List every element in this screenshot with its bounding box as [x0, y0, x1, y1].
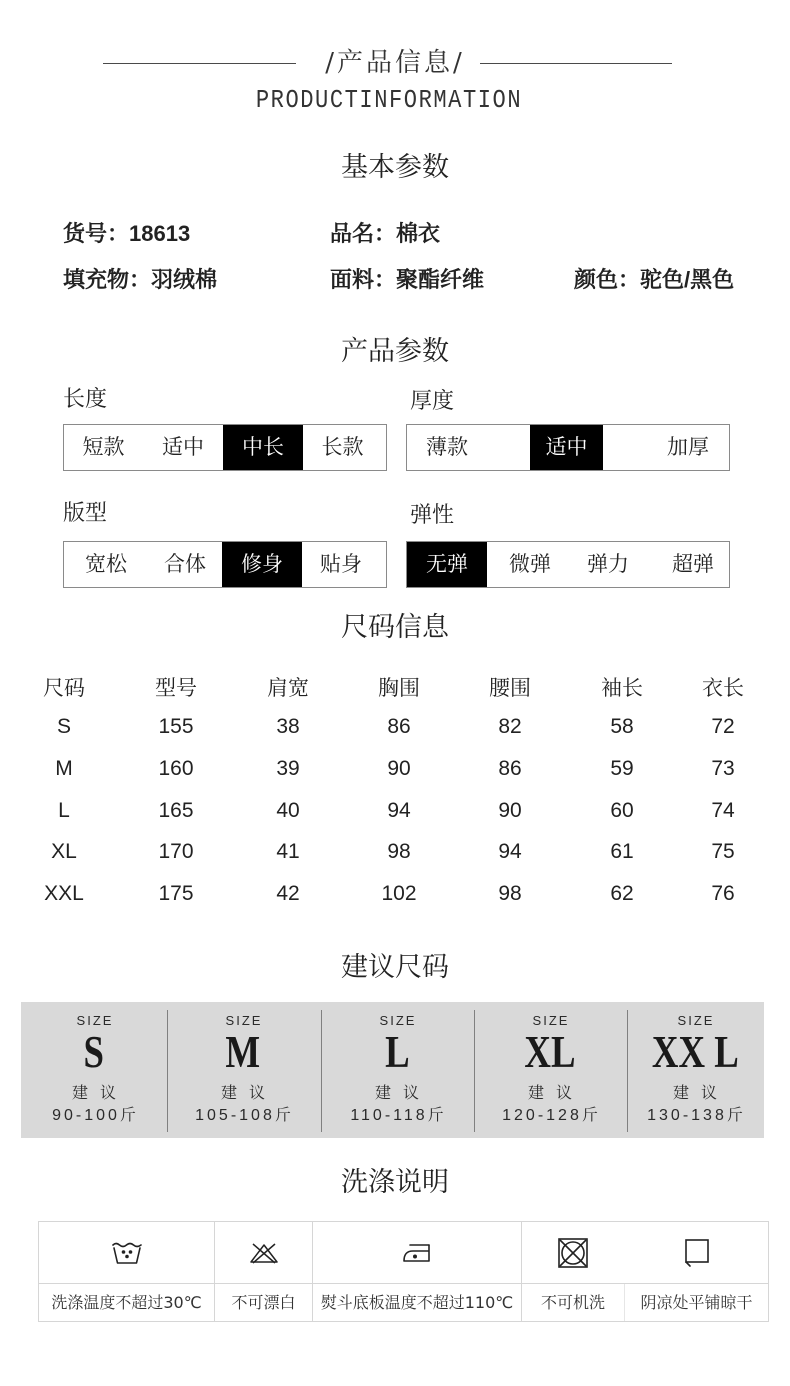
suggest-caption: 建议	[71, 1083, 128, 1102]
field-value: 棉衣	[396, 221, 441, 246]
option-length-long: 长款	[321, 435, 364, 459]
table-cell: 165	[158, 799, 194, 822]
table-cell: M	[55, 757, 73, 780]
wash-text: 阴凉处平铺晾干	[640, 1293, 753, 1312]
wash-icon-cell	[39, 1222, 214, 1283]
table-cell: 160	[158, 757, 194, 780]
param-label-length: 长度	[63, 387, 108, 412]
recommend-card-s	[25, 1002, 163, 1138]
column-header: 尺码	[43, 677, 85, 700]
column-header: 衣长	[702, 677, 744, 700]
wash-icon-cell	[313, 1222, 521, 1283]
table-row	[0, 839, 790, 865]
field-product-name	[330, 222, 440, 246]
option-length-regular: 适中	[162, 435, 204, 459]
hand-wash-icon	[111, 1240, 143, 1266]
band-divider	[474, 1010, 475, 1132]
wash-text: 不可机洗	[540, 1293, 605, 1312]
wash-icon-cell	[522, 1222, 624, 1283]
field-fabric	[330, 268, 484, 292]
washing-table	[38, 1221, 769, 1322]
table-cell: XXL	[44, 882, 84, 905]
param-label-fit: 版型	[63, 501, 108, 526]
recommend-card-xxl	[626, 1002, 764, 1138]
size-table-header	[0, 676, 790, 702]
size-letter	[328, 1026, 466, 1077]
table-cell: 60	[610, 799, 634, 822]
size-caption: SIZE	[379, 1013, 417, 1028]
option-fit-regular: 合体	[164, 552, 206, 576]
field-color	[574, 268, 734, 292]
table-cell: 86	[387, 715, 411, 738]
recommend-card-xl	[481, 1002, 619, 1138]
size-letter	[626, 1026, 764, 1077]
size-letter-text: M	[225, 1026, 261, 1077]
field-label: 面料：	[330, 267, 397, 292]
column-header: 型号	[155, 677, 197, 700]
param-label-thickness: 厚度	[410, 389, 455, 414]
option-fit-slim: 修身	[222, 542, 302, 587]
field-value: 羽绒棉	[151, 267, 218, 292]
option-elasticity-super: 超弹	[672, 552, 714, 576]
column-header: 袖长	[601, 677, 643, 700]
weight-range: 90-100斤	[52, 1107, 139, 1124]
suggest-caption: 建议	[672, 1083, 729, 1102]
field-label: 颜色：	[574, 267, 641, 292]
table-cell: 42	[276, 882, 300, 905]
wash-icon-cell	[215, 1222, 312, 1283]
column-header: 腰围	[489, 677, 531, 700]
table-cell: 59	[610, 757, 634, 780]
param-label-elasticity: 弹性	[410, 503, 455, 528]
table-cell: 38	[276, 715, 300, 738]
table-row	[0, 756, 790, 782]
wash-text: 熨斗底板温度不超过110℃	[320, 1293, 514, 1312]
wash-icon-cell	[625, 1222, 768, 1283]
table-cell: 39	[276, 757, 300, 780]
table-cell: 74	[711, 799, 735, 822]
field-item-no	[63, 222, 190, 246]
recommend-band	[21, 1002, 764, 1138]
size-caption: SIZE	[532, 1013, 570, 1028]
table-cell: 58	[610, 715, 634, 738]
field-value: 驼色/黑色	[640, 267, 735, 292]
field-value: 18613	[129, 221, 191, 246]
table-cell: 94	[498, 840, 522, 863]
size-caption: SIZE	[225, 1013, 263, 1028]
option-box-elasticity	[406, 541, 730, 588]
table-cell: 86	[498, 757, 522, 780]
size-caption: SIZE	[677, 1013, 715, 1028]
iron-icon	[400, 1240, 434, 1266]
option-length-short: 短款	[82, 435, 125, 459]
option-fit-loose: 宽松	[85, 552, 127, 576]
section-title-basic: 基本参数	[341, 152, 449, 183]
option-fit-tight: 贴身	[320, 552, 362, 576]
size-caption: SIZE	[76, 1013, 114, 1028]
option-length-mid-long: 中长	[223, 425, 303, 470]
table-cell: 62	[610, 882, 634, 905]
table-row	[0, 881, 790, 907]
no-bleach-icon	[248, 1240, 280, 1266]
section-title-params: 产品参数	[341, 336, 449, 367]
table-cell: 175	[158, 882, 194, 905]
header-title: /产品信息/	[325, 48, 465, 78]
option-thickness-regular: 适中	[530, 425, 603, 470]
option-thickness-thick: 加厚	[667, 435, 709, 459]
column-header: 胸围	[378, 677, 420, 700]
section-title-size-chart: 尺码信息	[341, 612, 449, 643]
option-box-fit	[63, 541, 387, 588]
table-cell: 75	[711, 840, 735, 863]
table-cell: 155	[158, 715, 194, 738]
table-cell: S	[56, 715, 71, 738]
table-cell: 102	[381, 882, 417, 905]
size-letter	[174, 1026, 312, 1077]
size-letter-text: L	[384, 1026, 410, 1077]
option-box-thickness	[406, 424, 730, 471]
weight-range: 130-138斤	[647, 1107, 746, 1124]
table-cell: 90	[387, 757, 411, 780]
table-cell: XL	[51, 840, 77, 863]
table-cell: 170	[158, 840, 194, 863]
header-line-right	[480, 63, 672, 64]
table-cell: 76	[711, 882, 735, 905]
wash-text: 洗涤温度不超过30℃	[51, 1293, 202, 1312]
weight-range: 120-128斤	[502, 1107, 601, 1124]
field-label: 填充物：	[63, 267, 152, 292]
size-letter-text: S	[83, 1026, 105, 1077]
no-machine-wash-icon	[557, 1237, 589, 1269]
table-cell: 98	[498, 882, 522, 905]
section-title-recommend: 建议尺码	[341, 952, 449, 983]
section-title-washing: 洗涤说明	[341, 1167, 449, 1198]
table-cell: L	[58, 799, 70, 822]
wash-text: 不可漂白	[231, 1293, 296, 1312]
field-label: 品名：	[330, 221, 397, 246]
suggest-caption: 建议	[220, 1083, 277, 1102]
table-cell: 98	[387, 840, 411, 863]
field-filling	[63, 268, 217, 292]
table-cell: 94	[387, 799, 411, 822]
option-elasticity-stretch: 弹力	[587, 552, 629, 576]
dry-flat-in-shade-icon	[683, 1238, 711, 1268]
band-divider	[321, 1010, 322, 1132]
table-cell: 82	[498, 715, 522, 738]
option-thickness-thin: 薄款	[426, 435, 468, 459]
recommend-card-m	[174, 1002, 312, 1138]
option-elasticity-none: 无弹	[407, 542, 487, 587]
column-header: 肩宽	[267, 677, 309, 700]
recommend-card-l	[328, 1002, 466, 1138]
header-subtitle: PRODUCTINFORMATION	[255, 85, 523, 115]
weight-range: 110-118斤	[350, 1107, 447, 1124]
field-value: 聚酯纤维	[396, 267, 485, 292]
size-letter	[25, 1026, 163, 1077]
table-cell: 90	[498, 799, 522, 822]
table-cell: 41	[276, 840, 300, 863]
suggest-caption: 建议	[527, 1083, 584, 1102]
field-label: 货号：	[63, 221, 130, 246]
table-cell: 61	[610, 840, 634, 863]
weight-range: 105-108斤	[195, 1107, 294, 1124]
table-cell: 73	[711, 757, 735, 780]
table-row	[0, 714, 790, 740]
table-cell: 72	[711, 715, 735, 738]
table-cell: 40	[276, 799, 300, 822]
suggest-caption: 建议	[374, 1083, 431, 1102]
size-letter	[481, 1026, 619, 1077]
band-divider	[167, 1010, 168, 1132]
size-letter-text: XX L	[651, 1026, 739, 1077]
option-elasticity-slight: 微弹	[509, 552, 551, 576]
table-row	[0, 798, 790, 824]
size-letter-text: XL	[524, 1026, 576, 1077]
option-box-length	[63, 424, 387, 471]
